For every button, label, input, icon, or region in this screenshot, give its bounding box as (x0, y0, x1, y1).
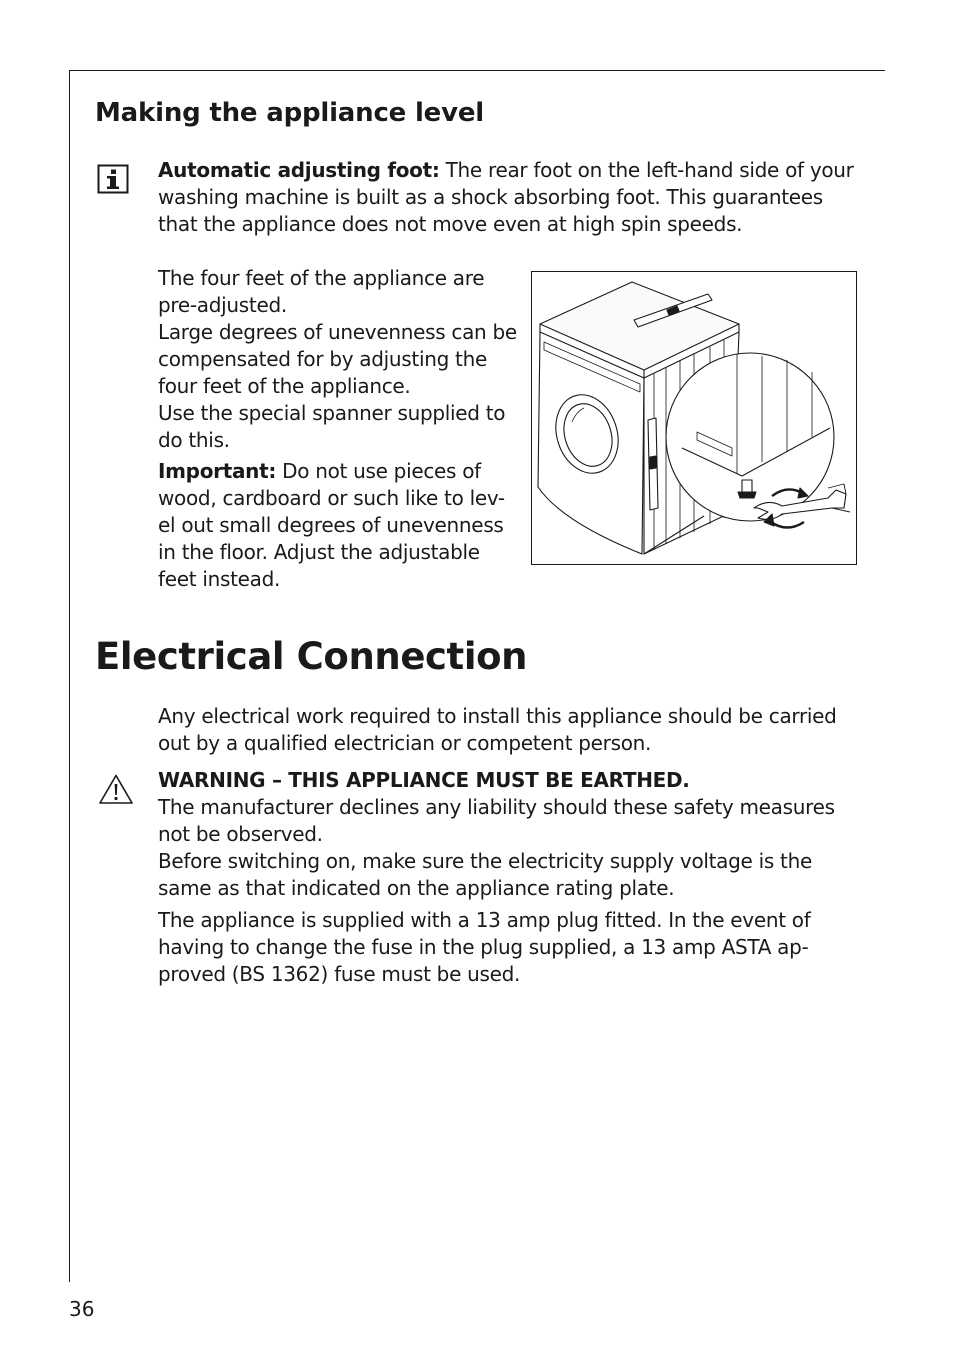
important-paragraph (158, 458, 505, 593)
levelling-figure (531, 271, 857, 565)
feet-line-6: Use the special spanner supplied to (158, 401, 506, 425)
auto-foot-paragraph (158, 157, 854, 238)
intro-line-1: Any electrical work required to install this appliance should be carried (158, 704, 837, 728)
plug-line-3: proved (BS 1362) fuse must be used. (158, 962, 521, 986)
feet-line-1: The four feet of the appliance are (158, 266, 485, 290)
warning-line-2: not be observed. (158, 822, 323, 846)
feet-line-7: do this. (158, 428, 230, 452)
important-line-4: in the floor. Adjust the adjustable (158, 540, 480, 564)
feet-line-3: Large degrees of unevenness can be (158, 320, 517, 344)
section-heading-level: Making the appliance level (95, 98, 485, 128)
left-margin-rule (69, 70, 70, 1282)
important-line-1 (158, 458, 505, 485)
auto-foot-label: Automatic adjusting foot: (158, 158, 440, 182)
warning-line-4: same as that indicated on the appliance rating plate. (158, 876, 675, 900)
auto-foot-line-2: washing machine is built as a shock absorbing foot. This guarantees (158, 185, 823, 209)
important-text-1: Do not use pieces of (276, 459, 481, 483)
warning-title (158, 767, 835, 794)
top-rule (69, 70, 885, 71)
feet-line-2: pre-adjusted. (158, 293, 287, 317)
important-line-5: feet instead. (158, 567, 281, 591)
important-label: Important: (158, 459, 277, 483)
plug-line-2: having to change the fuse in the plug supplied, a 13 amp ASTA ap- (158, 935, 809, 959)
section-heading-electrical: Electrical Connection (95, 635, 528, 678)
electrical-intro-paragraph (158, 703, 837, 757)
plug-line-1: The appliance is supplied with a 13 amp plug fitted. In the event of (158, 908, 811, 932)
warning-paragraph (158, 767, 835, 902)
feet-paragraph (158, 265, 517, 454)
auto-foot-text-1: The rear foot on the left-hand side of your (439, 158, 854, 182)
important-line-3: el out small degrees of unevenness (158, 513, 504, 537)
warning-icon (98, 773, 134, 805)
auto-foot-line-1 (158, 157, 854, 184)
washing-machine-levelling-illustration (532, 272, 856, 564)
warning-title-text: WARNING – THIS APPLIANCE MUST BE EARTHED. (158, 768, 690, 792)
feet-line-4: compensated for by adjusting the (158, 347, 487, 371)
auto-foot-line-3: that the appliance does not move even at high spin speeds. (158, 212, 743, 236)
warning-line-1: The manufacturer declines any liability should these safety measures (158, 795, 835, 819)
page-number: 36 (69, 1297, 95, 1321)
important-line-2: wood, cardboard or such like to lev- (158, 486, 505, 510)
plug-paragraph (158, 907, 810, 988)
warning-line-3: Before switching on, make sure the electricity supply voltage is the (158, 849, 812, 873)
feet-line-5: four feet of the appliance. (158, 374, 411, 398)
info-icon (97, 164, 129, 194)
intro-line-2: out by a qualified electrician or competent person. (158, 731, 652, 755)
